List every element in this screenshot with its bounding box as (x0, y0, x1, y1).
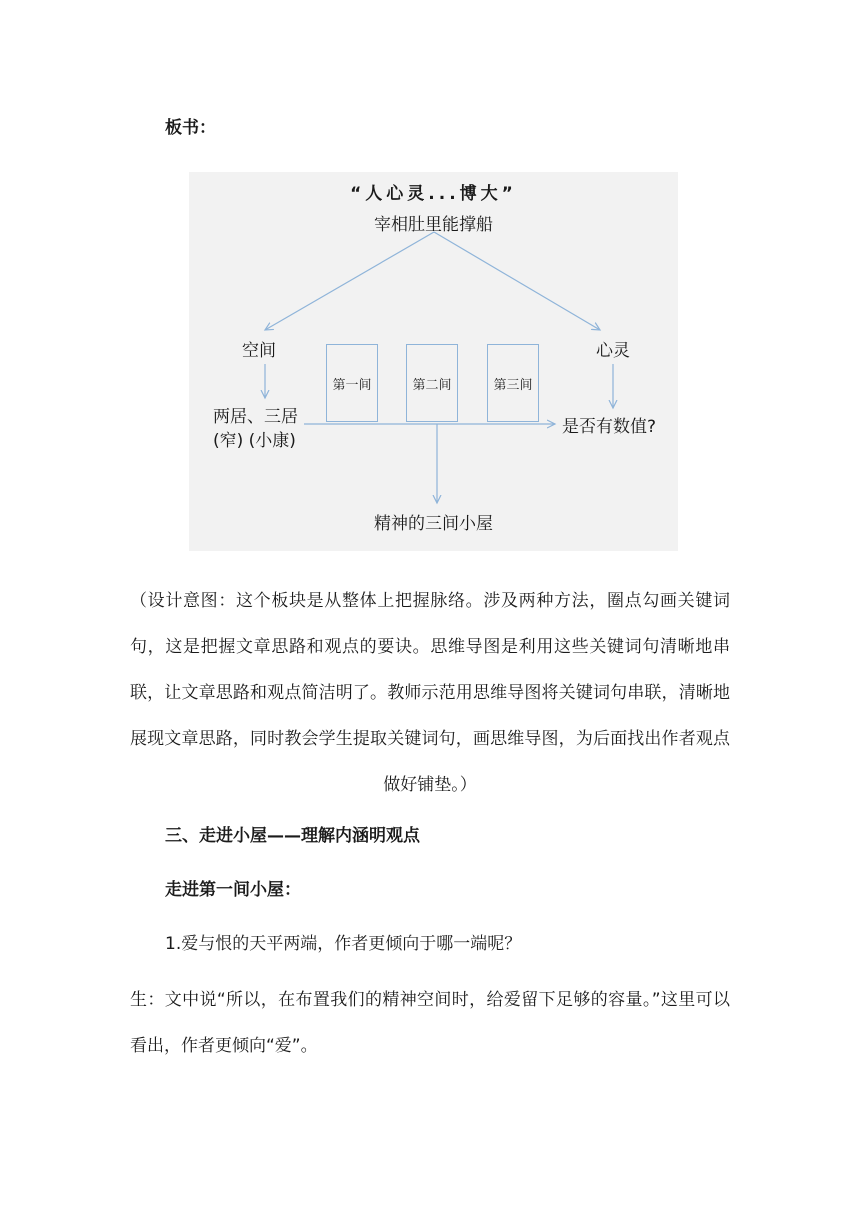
left-result-line2: (窄) (小康) (213, 431, 296, 451)
room-box-1 (326, 344, 378, 422)
board-heading: 板书： (165, 118, 216, 138)
diagram-quote: “人心灵...博大” (350, 184, 517, 204)
diagram-title: 宰相肚里能撑船 (374, 215, 493, 235)
room-box-3 (487, 344, 539, 422)
right-result-label: 是否有数值? (562, 417, 657, 437)
arrow-to-soul (434, 232, 600, 330)
room-label: 第一间 (332, 377, 372, 393)
room-box-2 (406, 344, 458, 422)
question-paragraph: 1.爱与恨的天平两端，作者更倾向于哪一端呢？ (165, 934, 522, 954)
room-label: 第二间 (412, 377, 452, 393)
subsection-heading: 走进第一间小屋： (165, 880, 301, 900)
left-result-line1: 两居、三居 (213, 407, 298, 427)
arrow-to-space (265, 232, 434, 330)
left-branch-label: 空间 (242, 341, 276, 361)
mind-map-diagram (189, 172, 678, 551)
room-label: 第三间 (493, 377, 533, 393)
section-heading: 三、走进小屋——理解内涵明观点 (165, 826, 420, 846)
bottom-label: 精神的三间小屋 (374, 514, 493, 534)
design-intent-paragraph: （设计意图：这个板块是从整体上把握脉络。涉及两种方法，圈点勾画关键词句，这是把握文章思路和观点的要诀。思维导图是利用这些关键词句清晰地串联，让文章思路和观点简洁明了。教师示范用思维导图将关键词句串联，清晰地展现文章思路，同时教会学生提取关键词句，画思维导图，为后面找出作者观点做好铺垫。） (130, 591, 730, 795)
answer-paragraph: 生：文中说“所以，在布置我们的精神空间时，给爱留下足够的容量。”这里可以看出，作者更倾向“爱”。 (130, 990, 730, 1056)
right-branch-label: 心灵 (596, 341, 630, 361)
